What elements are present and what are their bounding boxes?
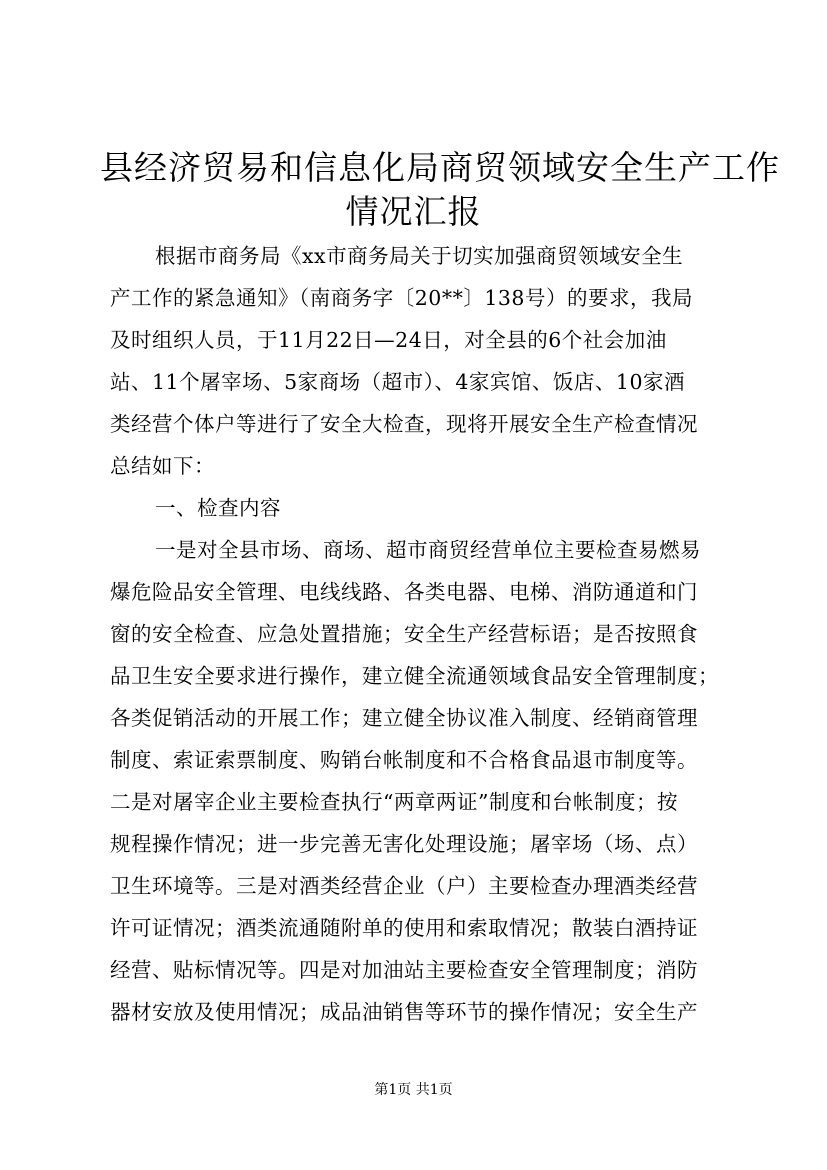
paragraph-line: 总结如下： — [110, 454, 215, 478]
paragraph-line: 类经营个体户等进行了安全大检查，现将开展安全生产检查情况 — [110, 412, 698, 436]
paragraph-line: 各类促销活动的开展工作；建立健全协议准入制度、经销商管理 — [110, 706, 698, 730]
paragraph-line: 站、11个屠宰场、5家商场（超市）、4家宾馆、饭店、10家酒 — [110, 370, 686, 394]
paragraph-line: 器材安放及使用情况；成品油销售等环节的操作情况；安全生产 — [110, 1000, 698, 1024]
paragraph-line: 制度、索证索票制度、购销台帐制度和不合格食品退市制度等。 — [110, 748, 698, 772]
paragraph-line: 经营、贴标情况等。四是对加油站主要检查安全管理制度；消防 — [110, 958, 698, 982]
paragraph-line: 窗的安全检查、应急处置措施；安全生产经营标语；是否按照食 — [110, 622, 698, 646]
paragraph-line: 卫生环境等。三是对酒类经营企业（户）主要检查办理酒类经营 — [110, 874, 698, 898]
paragraph-line: 二是对屠宰企业主要检查执行“两章两证”制度和台帐制度；按 — [110, 790, 678, 814]
page-footer: 第1页 共1页 — [374, 1082, 453, 1098]
paragraph-line: 一是对全县市场、商场、超市商贸经营单位主要检查易燃易 — [155, 538, 701, 562]
paragraph-line: 规程操作情况；进一步完善无害化处理设施；屠宰场（场、点） — [110, 832, 698, 856]
paragraph-line: 根据市商务局《xx市商务局关于切实加强商贸领域安全生 — [155, 244, 684, 268]
paragraph-line: 爆危险品安全管理、电线线路、各类电器、电梯、消防通道和门 — [110, 580, 698, 604]
paragraph-line: 产工作的紧急通知》（南商务字〔20**〕138号）的要求，我局 — [110, 286, 693, 310]
document-title-line-2: 情况汇报 — [345, 192, 482, 231]
paragraph-line: 及时组织人员，于11月22日—24日，对全县的6个社会加油 — [110, 328, 667, 352]
paragraph-line: 许可证情况；酒类流通随附单的使用和索取情况；散装白酒持证 — [110, 916, 698, 940]
paragraph-line: 品卫生安全要求进行操作，建立健全流通领域食品安全管理制度； — [110, 664, 719, 688]
section-heading: 一、检查内容 — [155, 496, 281, 520]
document-title-line-1: 县经济贸易和信息化局商贸领域安全生产工作 — [100, 148, 780, 187]
